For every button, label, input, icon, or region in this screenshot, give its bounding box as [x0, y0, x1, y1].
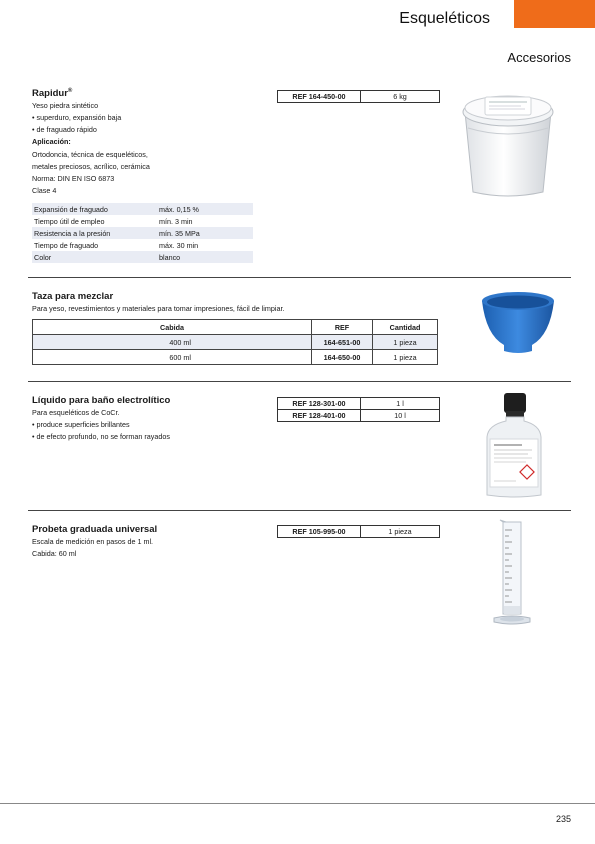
section-divider [28, 381, 571, 382]
section-divider [28, 277, 571, 278]
product-line: • produce superficies brillantes [32, 420, 130, 429]
page-title: Esqueléticos [399, 10, 490, 27]
page-number: 235 [555, 814, 571, 824]
product-line: metales preciosos, acrílico, cerámica [32, 162, 150, 171]
ref-row: REF 105-995-00 1 pieza [278, 526, 440, 538]
product-title-liquido: Líquido para baño electrolítico [32, 395, 171, 406]
product-line: Clase 4 [32, 186, 57, 195]
ref-table [277, 90, 440, 103]
spec-row: Tiempo de fraguado máx. 30 min [34, 240, 199, 250]
product-line: Ortodoncia, técnica de esqueléticos, [32, 150, 148, 159]
ref-table [277, 397, 440, 422]
page-subtitle: Accesorios [507, 50, 571, 65]
spec-row: Expansión de fraguado máx. 0,15 % [32, 203, 253, 215]
footer-divider [0, 803, 595, 804]
table-row: 400 ml 164-651-00 1 pieza [33, 335, 438, 350]
ref-row: REF 128-401-00 10 l [278, 410, 440, 422]
product-line: Cabida: 60 ml [32, 549, 77, 558]
bucket-icon [455, 88, 561, 200]
mixing-bowl-icon [478, 289, 558, 355]
product-title-taza: Taza para mezclar [32, 291, 114, 302]
measuring-cylinder-icon [490, 518, 534, 626]
product-line: Para yeso, revestimientos y materiales para tomar impresiones, fácil de limpiar. [32, 304, 285, 313]
product-title-probeta: Probeta graduada universal [32, 524, 158, 535]
product-title-rapidur: Rapidur® [32, 88, 73, 100]
ref-row: REF 128-301-00 1 l [278, 398, 440, 410]
bowl-table [32, 319, 438, 365]
product-line: • superduro, expansión baja [32, 113, 122, 122]
ref-row: REF 164-450-00 6 kg [278, 91, 440, 103]
header-accent-tab [514, 0, 595, 28]
spec-row: Resistencia a la presión mín. 35 MPa [32, 227, 253, 239]
ref-table [277, 525, 440, 538]
section-divider [28, 510, 571, 511]
application-label: Aplicación: [32, 137, 71, 146]
product-line: Norma: DIN EN ISO 6873 [32, 174, 115, 183]
spec-row: Color blanco [32, 251, 253, 263]
product-line: Escala de medición en pasos de 1 ml. [32, 537, 154, 546]
product-line: • de fraguado rápido [32, 125, 97, 134]
product-line: • de efecto profundo, no se forman rayados [32, 432, 170, 441]
spec-table [32, 203, 253, 263]
product-line: Yeso piedra sintético [32, 101, 99, 110]
table-header-row: Cabida REF Cantidad [33, 320, 438, 335]
table-row: 600 ml 164-650-00 1 pieza [33, 350, 438, 365]
spec-row: Tiempo útil de empleo mín. 3 min [34, 216, 193, 226]
product-line: Para esqueléticos de CoCr. [32, 408, 120, 417]
bottle-icon [482, 391, 546, 499]
